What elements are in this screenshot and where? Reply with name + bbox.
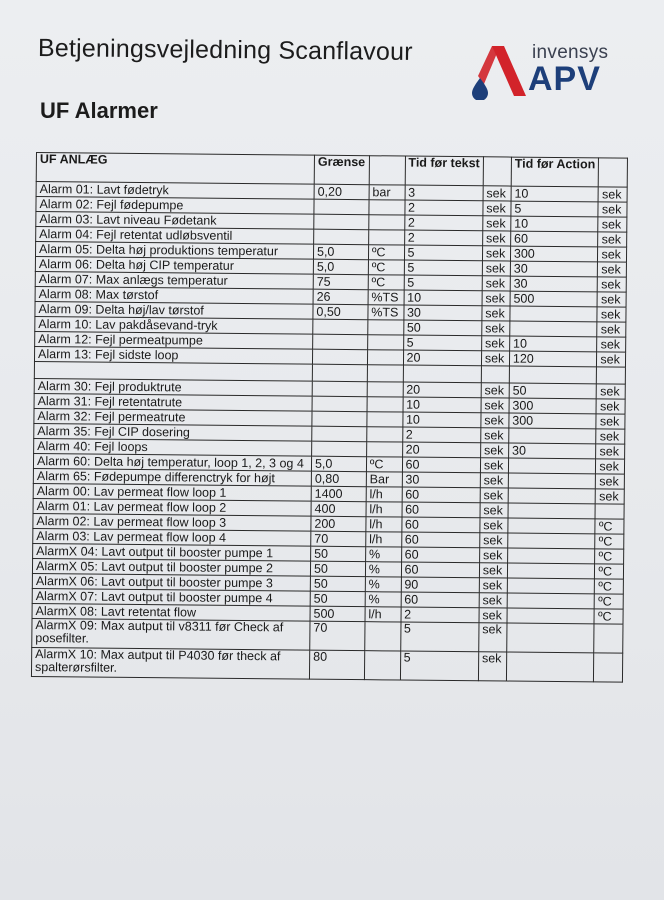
delay-action-unit: sek [598,187,627,202]
alarm-name: AlarmX 10: Max autput til P4030 før theck af spalterørsfilter. [31,647,309,679]
empty-cell [312,364,367,382]
limit-value [312,426,367,442]
limit-unit: % [365,592,401,607]
limit-unit: % [365,577,401,592]
alarm-name: Alarm 07: Max anlægs temperatur [35,271,313,289]
limit-unit [368,230,404,245]
delay-action-value: 30 [510,276,598,292]
alarm-name: Alarm 32: Fejl permeatrute [34,408,312,426]
delay-action-unit: sek [597,292,626,307]
limit-value: 200 [311,516,366,532]
alarm-name: Alarm 40: Fejl loops [34,438,312,456]
delay-text-value: 60 [401,547,479,563]
delay-action-value [507,578,595,594]
company-logo [470,40,630,100]
limit-unit: ºC [366,457,402,472]
alarm-name: AlarmX 04: Lavt output til booster pumpe 1 [33,543,311,561]
delay-text-unit: sek [480,473,508,488]
delay-action-unit-header [599,158,628,187]
delay-text-value: 60 [401,517,479,533]
delay-text-value: 5 [404,260,482,276]
limit-unit [365,622,401,651]
delay-text-value: 10 [402,412,480,428]
limit-unit [369,215,405,230]
limit-unit: ºC [368,260,404,275]
delay-action-unit: sek [597,307,626,322]
delay-text-value: 20 [402,442,480,458]
limit-value: 0,80 [311,471,366,487]
delay-text-unit: sek [479,563,507,578]
delay-action-unit: sek [598,262,627,277]
limit-unit: %TS [368,305,404,320]
delay-action-unit [594,624,623,653]
limit-unit: % [365,547,401,562]
delay-text-value: 90 [401,577,479,593]
delay-action-unit: sek [596,429,625,444]
limit-unit: bar [369,185,405,200]
delay-action-unit: sek [596,474,625,489]
delay-action-unit: sek [597,384,626,399]
delay-action-value: 500 [510,291,598,307]
delay-text-unit: sek [480,488,508,503]
delay-text-value: 10 [403,397,481,413]
delay-text-value: 5 [403,335,481,351]
alarm-name: Alarm 65: Fødepumpe differenctryk for højt [33,468,311,486]
delay-text-value: 2 [401,607,479,623]
limit-unit: % [365,562,401,577]
delay-action-unit: ºC [595,534,624,549]
logo-brand-text: invensys [532,42,609,63]
delay-action-value [508,473,596,489]
limit-unit [368,320,404,335]
delay-action-unit: ºC [595,594,624,609]
limit-value [314,199,369,215]
limit-value [313,319,368,335]
delay-action-value [507,593,595,609]
delay-text-unit-header [483,157,511,186]
delay-text-unit: sek [478,652,506,681]
delay-action-unit: ºC [595,549,624,564]
delay-action-value [510,321,598,337]
delay-action-unit: sek [597,322,626,337]
delay-text-unit: sek [482,306,510,321]
empty-cell [367,365,403,382]
delay-text-value: 20 [403,382,481,398]
empty-cell [481,366,509,383]
delay-action-unit: ºC [595,519,624,534]
alarm-name: Alarm 31: Fejl retentatrute [34,393,312,411]
delay-action-value [506,652,594,682]
delay-action-unit [595,504,624,519]
limit-value: 50 [310,561,365,577]
limit-unit-header [369,156,405,185]
delay-text-unit: sek [482,321,510,336]
limit-value: 50 [311,546,366,562]
delay-action-value [508,518,596,534]
limit-unit: ºC [368,275,404,290]
delay-action-unit: sek [596,414,625,429]
delay-action-unit: sek [598,277,627,292]
delay-action-value [507,563,595,579]
alarm-table [31,152,628,683]
limit-unit: Bar [366,472,402,487]
delay-text-value: 30 [402,472,480,488]
alarm-name: Alarm 02: Fejl fødepumpe [36,197,314,215]
limit-unit [367,397,403,412]
limit-unit [367,412,403,427]
delay-action-unit: ºC [595,579,624,594]
alarm-name: Alarm 13: Fejl sidste loop [34,346,312,364]
delay-action-value [507,608,595,624]
delay-action-unit: sek [596,444,625,459]
delay-text-unit: sek [479,578,507,593]
delay-action-unit: ºC [594,609,623,624]
limit-value [312,381,367,397]
delay-text-value: 20 [403,350,481,366]
delay-action-value: 300 [509,413,597,429]
delay-text-unit: sek [480,518,508,533]
apv-logo-mark-icon [470,44,530,100]
limit-value: 0,50 [313,304,368,320]
delay-action-unit: sek [598,217,627,232]
delay-text-value: 50 [403,320,481,336]
limit-value: 5,0 [313,244,368,260]
alarm-name: Alarm 01: Lav permeat flow loop 2 [33,498,311,516]
delay-action-value: 10 [511,216,599,232]
alarm-name: Alarm 04: Fejl retentat udløbsventil [36,227,314,245]
delay-action-unit [594,653,623,682]
delay-text-value: 60 [402,487,480,503]
limit-unit [369,200,405,215]
delay-text-value: 60 [402,457,480,473]
delay-text-value: 60 [401,592,479,608]
delay-action-value: 120 [509,351,597,367]
limit-value: 26 [313,289,368,305]
delay-action-value: 300 [510,246,598,262]
delay-text-header: Tid før tekst [405,156,484,186]
alarm-name: AlarmX 06: Lavt output til booster pumpe 3 [32,573,310,591]
delay-action-unit: ºC [595,564,624,579]
delay-action-value: 5 [511,201,599,217]
alarm-name: AlarmX 05: Lavt output til booster pumpe 2 [32,558,310,576]
alarm-name: Alarm 01: Lavt fødetryk [36,182,314,200]
limit-unit [367,350,403,365]
delay-action-value [508,458,596,474]
delay-action-unit: sek [598,247,627,262]
alarm-name: Alarm 30: Fejl produktrute [34,378,312,396]
alarm-name: AlarmX 09: Max autput til v8311 før Check af posefilter. [32,618,310,650]
logo-name-text: APV [528,60,601,98]
delay-text-value: 5 [404,275,482,291]
limit-unit [367,427,403,442]
delay-text-value: 2 [404,230,482,246]
delay-action-unit: sek [598,232,627,247]
limit-value: 400 [311,501,366,517]
group-header: UF ANLÆG [36,153,314,185]
delay-action-unit: sek [596,489,625,504]
limit-unit: l/h [366,532,402,547]
limit-value: 1400 [311,486,366,502]
document-title: Betjeningsvejledning Scanflavour [37,34,413,66]
delay-text-value: 30 [403,305,481,321]
limit-unit: l/h [366,502,402,517]
limit-unit: ºC [368,245,404,260]
alarm-name: Alarm 03: Lavt niveau Fødetank [36,212,314,230]
alarm-name: Alarm 60: Delta høj temperatur, loop 1, 2, 3 og 4 [33,453,311,471]
delay-text-unit: sek [482,231,510,246]
empty-cell [597,367,626,384]
alarm-name: Alarm 06: Delta høj CIP temperatur [35,257,313,275]
limit-unit [367,335,403,350]
limit-unit: l/h [366,487,402,502]
delay-text-unit: sek [479,608,507,623]
delay-action-value [510,306,598,322]
limit-value: 5,0 [313,259,368,275]
alarm-name: Alarm 12: Fejl permeatpumpe [35,331,313,349]
delay-action-value: 30 [508,443,596,459]
alarm-name: AlarmX 08: Lavt retentat flow [32,603,310,621]
delay-action-value [509,428,597,444]
limit-value [313,334,368,350]
limit-header: Grænse [314,155,369,185]
delay-text-value: 5 [400,651,479,681]
delay-text-value: 5 [404,245,482,261]
delay-text-unit: sek [483,216,511,231]
limit-unit [364,651,400,680]
delay-action-unit: sek [597,337,626,352]
delay-text-unit: sek [483,201,511,216]
delay-action-value: 10 [509,336,597,352]
limit-unit: l/h [365,607,401,622]
delay-text-value: 10 [404,290,482,306]
limit-value: 50 [310,591,365,607]
limit-unit [367,382,403,397]
delay-action-value [507,623,595,653]
empty-cell [403,365,481,383]
delay-action-unit: sek [597,352,626,367]
delay-text-unit: sek [479,593,507,608]
section-title: UF Alarmer [40,98,158,123]
delay-text-unit: sek [479,623,507,652]
delay-action-header: Tid før Action [511,157,599,187]
limit-value [312,396,367,412]
delay-text-unit: sek [482,291,510,306]
delay-text-value: 2 [402,427,480,443]
delay-text-unit: sek [481,383,509,398]
delay-text-unit: sek [481,351,509,366]
delay-action-value [508,503,596,519]
delay-action-value: 60 [510,231,598,247]
delay-text-value: 5 [400,622,479,652]
delay-text-unit: sek [480,458,508,473]
delay-action-value: 30 [510,261,598,277]
delay-text-unit: sek [482,276,510,291]
limit-value: 70 [310,621,365,651]
alarm-name: Alarm 35: Fejl CIP dosering [34,423,312,441]
limit-value: 500 [310,606,365,622]
delay-text-unit: sek [481,398,509,413]
limit-value: 80 [309,650,364,680]
alarm-name: AlarmX 07: Lavt output til booster pumpe 4 [32,588,310,606]
alarm-name: Alarm 00: Lav permeat flow loop 1 [33,483,311,501]
delay-text-value: 60 [401,562,479,578]
delay-text-unit: sek [480,533,508,548]
alarm-name: Alarm 03: Lav permeat flow loop 4 [33,528,311,546]
delay-text-unit: sek [483,186,511,201]
delay-action-unit: sek [598,202,627,217]
limit-value: 75 [313,274,368,290]
delay-action-value: 50 [509,383,597,399]
alarm-name: Alarm 02: Lav permeat flow loop 3 [33,513,311,531]
delay-text-unit: sek [481,336,509,351]
limit-value: 0,20 [314,184,369,200]
delay-action-unit: sek [596,459,625,474]
delay-text-unit: sek [480,503,508,518]
delay-text-unit: sek [481,413,509,428]
delay-text-value: 60 [401,532,479,548]
limit-value [314,229,369,245]
delay-text-unit: sek [479,548,507,563]
limit-value [312,349,367,365]
delay-action-value [508,488,596,504]
delay-text-unit: sek [480,443,508,458]
alarm-name: Alarm 10: Lav pakdåsevand-tryk [35,316,313,334]
delay-text-unit: sek [482,261,510,276]
alarm-name: Alarm 05: Delta høj produktions temperatur [35,242,313,260]
delay-text-unit: sek [481,428,509,443]
alarm-name: Alarm 08: Max tørstof [35,286,313,304]
delay-text-value: 2 [404,200,482,216]
limit-value [314,214,369,230]
delay-text-value: 60 [402,502,480,518]
limit-value: 5,0 [311,456,366,472]
delay-action-value: 10 [511,186,599,202]
limit-unit: l/h [366,517,402,532]
limit-value [312,411,367,427]
delay-text-value: 3 [405,185,483,201]
table-row [31,647,622,682]
limit-unit [366,442,402,457]
delay-text-value: 2 [404,215,482,231]
delay-action-unit: sek [596,399,625,414]
delay-action-value [507,548,595,564]
alarm-name: Alarm 09: Delta høj/lav tørstof [35,301,313,319]
limit-value [312,441,367,457]
delay-action-value: 300 [509,398,597,414]
delay-text-unit: sek [482,246,510,261]
delay-action-value [508,533,596,549]
empty-cell [509,366,597,384]
limit-unit: %TS [368,290,404,305]
limit-value: 50 [310,576,365,592]
limit-value: 70 [311,531,366,547]
